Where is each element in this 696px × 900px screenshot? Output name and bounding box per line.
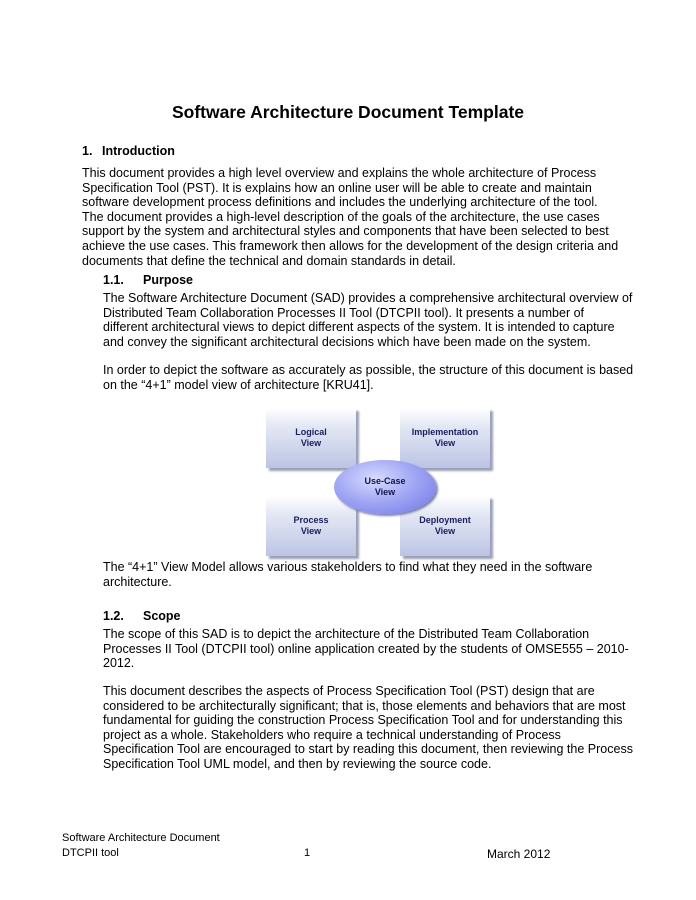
- scope-paragraph-2: [103, 684, 633, 772]
- ellipse-label: View: [374, 487, 396, 497]
- text-line: and convey the significant architectural decisions which have been made on the system.: [103, 334, 591, 349]
- implementation-view-box: [400, 408, 490, 468]
- logical-view-box: [266, 408, 356, 468]
- box-label: View: [300, 438, 322, 448]
- text-line: Processes II Tool (DTCPII tool) online application created by the students of OMSE555 – 2010-: [103, 641, 629, 656]
- text-line: different architectural views to depict different aspects of the system. It is intended to capture: [103, 320, 615, 335]
- section-title: Purpose: [143, 273, 194, 287]
- section-number: 1.2.: [103, 609, 124, 623]
- box-label: View: [434, 526, 456, 536]
- text-line: support by the system and architectural styles and components that have been selected to best: [82, 224, 609, 239]
- text-line: Specification Tool UML model, and then by reviewing the source code.: [103, 756, 492, 771]
- box-label: Process: [293, 515, 329, 525]
- 4plus1-view-diagram: [266, 408, 494, 558]
- box-label: View: [300, 526, 322, 536]
- purpose-paragraph-1: [103, 291, 632, 349]
- box-label: Logical: [295, 427, 327, 437]
- diagram-caption: [103, 560, 592, 589]
- section-heading-purpose: [103, 273, 193, 287]
- box-label: View: [434, 438, 456, 448]
- text-line: This document describes the aspects of Process Specification Tool (PST) design that are: [103, 684, 595, 698]
- use-case-view-ellipse: [334, 460, 436, 514]
- text-line: In order to depict the software as accurately as possible, the structure of this document is based: [103, 363, 634, 377]
- section-title: Introduction: [102, 144, 175, 158]
- section-title: Scope: [143, 609, 181, 623]
- footer-page-number: 1: [304, 847, 311, 859]
- text-line: achieve the use cases. This framework then allows for the development of the design criteria and: [82, 238, 619, 253]
- section-number: 1.1.: [103, 273, 124, 287]
- footer-date: March 2012: [487, 847, 551, 861]
- ellipse-label: Use-Case: [364, 476, 406, 486]
- text-line: The document provides a high-level description of the goals of the architecture, the use cases: [82, 209, 600, 224]
- scope-paragraph-1: [103, 627, 629, 671]
- process-view-box: [266, 496, 356, 556]
- text-line: considered to be architecturally significant; that is, those elements and behaviors that are most: [103, 698, 626, 713]
- text-line: The Software Architecture Document (SAD) provides a comprehensive architectural overview of: [103, 291, 633, 305]
- text-line: documents that define the technical and domain standards in detail.: [82, 253, 456, 268]
- text-line: software development process definitions and includes the underlying architecture of the tool.: [82, 195, 598, 210]
- text-line: Distributed Team Collaboration Processes II Tool (DTCPII tool). It presents a number of: [103, 305, 584, 320]
- text-line: project as a whole. Stakeholders who require a technical understanding of Process: [103, 727, 561, 742]
- section-number: 1.: [82, 144, 93, 158]
- text-line: This document provides a high level overview and explains the whole architecture of Process: [82, 166, 597, 180]
- section-heading-scope: [103, 609, 181, 623]
- footer-tool-name: DTCPII tool: [62, 847, 119, 859]
- introduction-paragraph: [82, 166, 618, 268]
- box-label: Implementation: [411, 427, 479, 437]
- text-line: fundamental for guiding the construction Process Specification Tool and for understanding this: [103, 713, 623, 728]
- text-line: 2012.: [103, 656, 135, 671]
- footer-doc-name: Software Architecture Document: [62, 832, 220, 844]
- text-line: The scope of this SAD is to depict the architecture of the Distributed Team Collaboration: [103, 627, 590, 641]
- purpose-paragraph-2: [103, 363, 633, 392]
- box-label: Deployment: [419, 515, 471, 525]
- text-line: on the “4+1” model view of architecture [KRU41].: [103, 377, 374, 392]
- section-heading-introduction: [82, 144, 175, 158]
- text-line: Specification Tool (PST). It is explains how an online user will be able to create and maintain: [82, 180, 592, 195]
- text-line: architecture.: [103, 574, 172, 589]
- text-line: The “4+1” View Model allows various stakeholders to find what they need in the software: [103, 560, 593, 574]
- page-title: Software Architecture Document Template: [171, 102, 525, 122]
- text-line: Specification Tool are encouraged to start by reading this document, then reviewing the Process: [103, 742, 633, 757]
